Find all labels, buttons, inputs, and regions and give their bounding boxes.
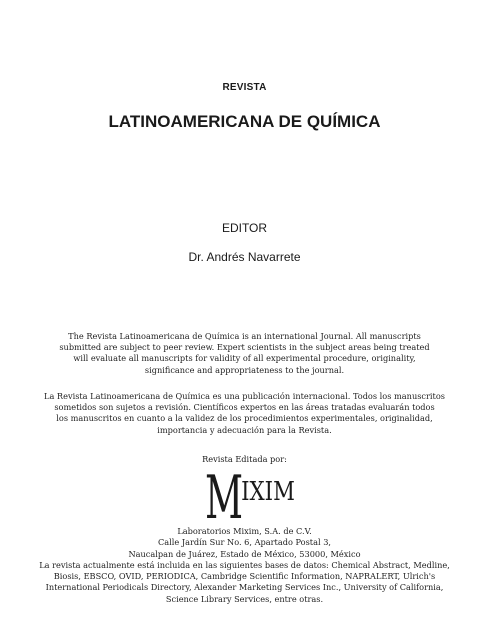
english-notice-line: The Revista Latinoamericana de Química is an international Journal. All manuscripts [68,331,421,341]
english-notice [30,331,459,376]
publisher-line: Science Library Services, entre otras. [165,593,324,604]
english-notice-line: submitted are subject to peer review. Expert scientists in the subject areas being treated [59,342,430,353]
mixim-logo [205,466,295,526]
english-notice-line: significance and appropriateness to the journal. [144,364,345,375]
publisher-line: International Periodicals Directory, Alexander Marketing Services Inc., University of California, [45,582,444,593]
editor-role: EDITOR [221,221,268,235]
editor-name: Dr. Andrés Navarrete [188,250,301,264]
spanish-notice-line: los manuscritos en cuanto a la validez de los procedimientos experimentales, originalidad, [56,413,433,424]
mixim-logo-rest: IXIM [241,475,295,507]
spanish-notice [30,391,459,436]
spanish-notice-line: sometidos son sujetos a revisión. Científicos expertos en las áreas tratadas evaluarán todos [54,402,435,413]
edited-by-label: Revista Editada por: [202,454,287,464]
publisher-info [0,526,489,605]
journal-title: LATINOAMERICANA DE QUÍMICA [108,112,381,131]
publisher-line: La revista actualmente está incluida en las siguientes bases de datos: Chemical Abstract, Medline, [39,559,450,570]
spanish-notice-line: importancia y adecuación para la Revista. [157,424,332,435]
publisher-line: Calle Jardín Sur No. 6, Apartado Postal 3, [157,537,332,548]
publisher-line: Naucalpan de Juárez, Estado de México, 53000, México [128,548,361,559]
publisher-line: Biosis, EBSCO, OVID, PERIODICA, Cambridge Scientific Information, NAPRALERT, Ulrich's [53,571,436,582]
mixim-logo-m: M [205,466,244,526]
publisher-line: Laboratorios Mixim, S.A. de C.V. [177,526,312,536]
revista-label: REVISTA [222,82,267,93]
spanish-notice-line: La Revista Latinoamericana de Química es una publicación internacional. Todos los manuscritos [44,391,445,401]
english-notice-line: will evaluate all manuscripts for validity of all experimental procedure, originality, [73,353,416,364]
